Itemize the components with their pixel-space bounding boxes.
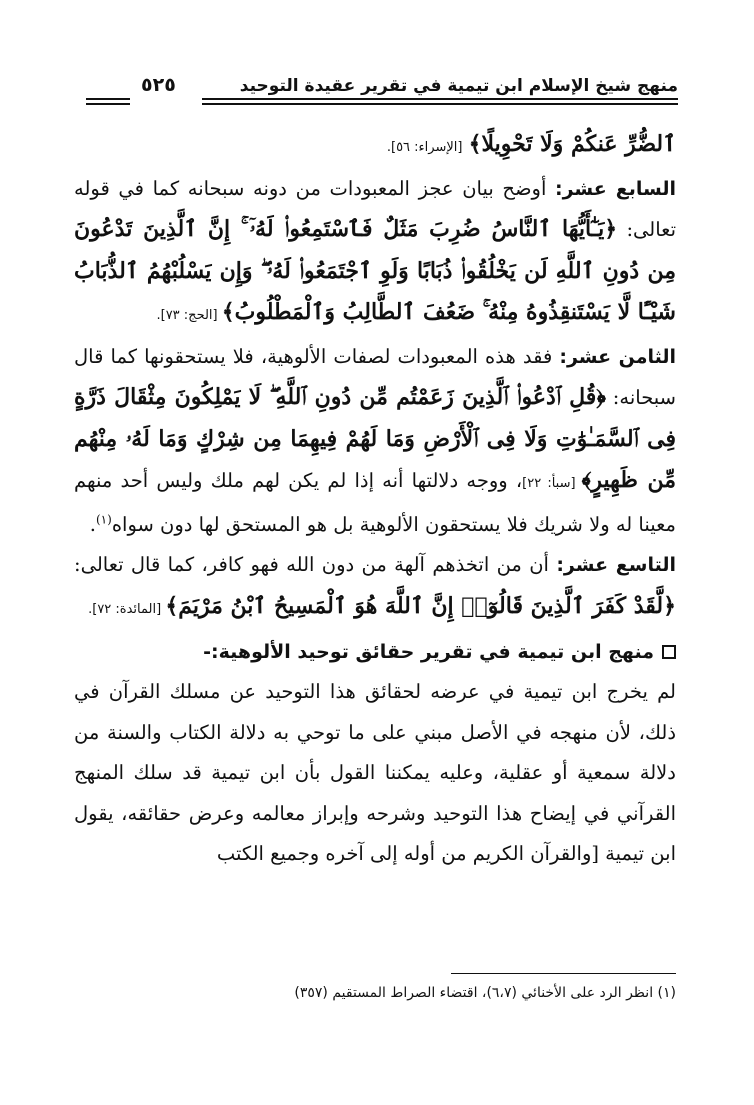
section-heading: [74, 632, 676, 672]
paragraph-seventeenth: [74, 169, 676, 337]
header-rule: [202, 98, 678, 105]
footnote-rule: [451, 973, 676, 974]
point-label: السابع عشر:: [555, 177, 676, 200]
paragraph-method: لم يخرج ابن تيمية في عرضه لحقائق هذا التوحيد عن مسلك القرآن في ذلك، لأن منهجه في الأصل مبني على ما توحي به دلالة الكتاب والسنة من دلالة سمعية أو عقلية، وعليه يمكننا القول بأن ابن تيمية قد سلك المنهج القرآني في إيضاح هذا التوحيد وشرحه وإبراز معالمه وعرض حقائقه، يقول ابن تيمية [والقرآن الكريم من أوله إلى آخره وجميع الكتب: [74, 680, 676, 865]
paragraph-eighteenth: [74, 337, 676, 546]
point-label: الثامن عشر:: [559, 345, 676, 368]
page-body: [74, 124, 676, 875]
quran-verse: ﴿لَّقَدْ كَفَرَ ٱلَّذِينَ قَالُوٓا۟ إِنَّ ٱللَّهَ هُوَ ٱلْمَسِيحُ ٱبْنُ مَرْيَمَ﴾: [165, 592, 676, 619]
paragraph-text: ، ووجه دلالتها أنه إذا لم يكن لهم ملك وليس أحد منهم معينا له ولا شريك فلا يستحقون الألوهية بل هو المستحق لها دون سواه: [74, 469, 676, 536]
footnote-marker[interactable]: (١): [95, 512, 112, 526]
header-rule-short: [86, 98, 130, 105]
quran-verse: ٱلضُّرِّ عَنكُمْ وَلَا تَحْوِيلًا﴾: [468, 131, 676, 157]
page-number: ٥٢٥: [141, 74, 176, 96]
verse-reference: [الإسراء: ٥٦].: [386, 140, 463, 155]
quran-verse: ﴿قُلِ ٱدْعُوا۟ ٱلَّذِينَ زَعَمْتُم مِّن دُونِ ٱللَّهِ ۖ لَا يَمْلِكُونَ مِثْقَالَ ذَرَّةٍ فِى ٱلسَّمَـٰوَٰتِ وَلَا فِى ٱلْأَرْضِ وَمَا لَهُمْ فِيهِمَا مِن شِرْكٍ وَمَا لَهُۥ مِنْهُم مِّن ظَهِيرٍ﴾: [74, 384, 676, 493]
paragraph-continuation: [74, 124, 676, 169]
point-label: التاسع عشر:: [556, 554, 677, 576]
square-bullet-icon: [662, 645, 676, 659]
running-header: [86, 74, 678, 102]
running-title: منهج شيخ الإسلام ابن تيمية في تقرير عقيدة التوحيد: [239, 76, 678, 96]
paragraph-text: أوضح بيان عجز المعبودات من دونه سبحانه كما في قوله تعالى:: [74, 176, 676, 241]
paragraph-text: فقد هذه المعبودات لصفات الألوهية، فلا يستحقونها كما قال سبحانه:: [74, 344, 677, 409]
paragraph-text: أن من اتخذهم آلهة من دون الله فهو كافر، كما قال تعالى:: [74, 553, 557, 576]
footnote: (١) انظر الرد على الأخنائي (٦،٧)، اقتضاء الصراط المستقيم (٣٥٧): [294, 985, 676, 1001]
section-heading-text: منهج ابن تيمية في تقرير حقائق توحيد الألوهية:-: [203, 641, 654, 663]
verse-reference: [الحج: ٧٣].: [156, 308, 222, 323]
verse-reference: [سبأ: ٢٢]: [522, 476, 582, 491]
verse-reference: [المائدة: ٧٢].: [88, 601, 166, 617]
quran-verse: ﴿يَـٰٓأَيُّهَا ٱلنَّاسُ ضُرِبَ مَثَلٌ فَٱسْتَمِعُوا۟ لَهُۥٓ ۚ إِنَّ ٱلَّذِينَ تَدْعُونَ مِن دُونِ ٱللَّهِ لَن يَخْلُقُوا۟ ذُبَابًا وَلَوِ ٱجْتَمَعُوا۟ لَهُۥ ۖ وَإِن يَسْلُبْهُمُ ٱلذُّبَابُ شَيْـًٔا لَّا يَسْتَنقِذُوهُ مِنْهُ ۚ ضَعُفَ ٱلطَّالِبُ وَٱلْمَطْلُوبُ﴾: [74, 216, 676, 325]
paragraph-text: .: [89, 512, 96, 536]
paragraph-nineteenth: [74, 545, 676, 630]
